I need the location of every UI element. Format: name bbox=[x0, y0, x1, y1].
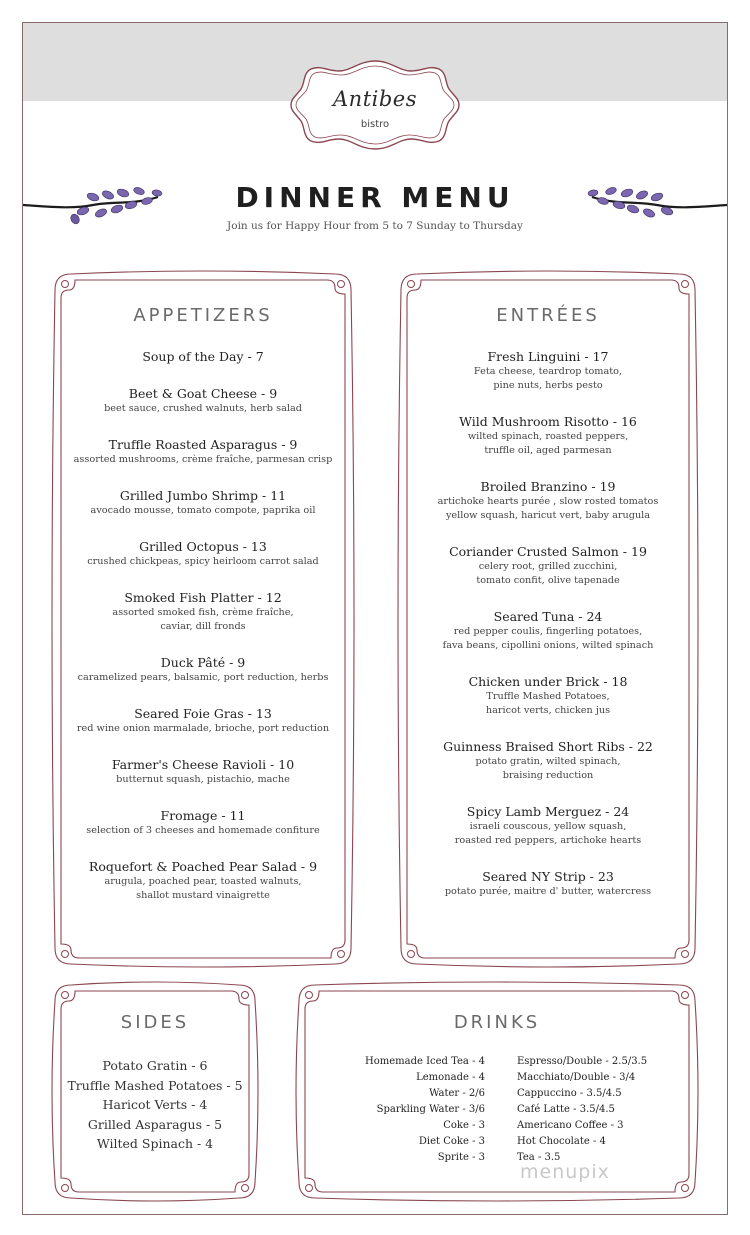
drink-item: Homemade Iced Tea - 4 bbox=[364, 1056, 485, 1067]
sides-title: SIDES bbox=[120, 1012, 190, 1033]
entree-item-description: braising reduction bbox=[502, 770, 594, 781]
appetizer-item-description: crushed chickpeas, spicy heirloom carrot salad bbox=[87, 556, 319, 567]
logo bbox=[289, 57, 461, 153]
logo-name: Antibes bbox=[333, 87, 417, 111]
drink-item: Espresso/Double - 2.5/3.5 bbox=[517, 1056, 648, 1067]
entree-item bbox=[395, 349, 701, 393]
appetizer-item-name: Smoked Fish Platter - 12 bbox=[124, 590, 282, 605]
drink-item: Americano Coffee - 3 bbox=[517, 1120, 624, 1131]
entrees-title: ENTRÉES bbox=[496, 305, 600, 326]
appetizer-item-name: Roquefort & Poached Pear Salad - 9 bbox=[88, 859, 318, 874]
appetizer-item-description: caramelized pears, balsamic, port reduction, herbs bbox=[77, 672, 329, 683]
side-item: Truffle Mashed Potatoes - 5 bbox=[67, 1077, 243, 1093]
appetizer-item-description: assorted mushrooms, crème fraîche, parmesan crisp bbox=[73, 454, 333, 465]
entree-item-description: potato gratin, wilted spinach, bbox=[475, 756, 621, 767]
entree-item bbox=[395, 414, 701, 458]
appetizer-item bbox=[49, 859, 357, 903]
drink-item: Macchiato/Double - 3/4 bbox=[517, 1072, 636, 1083]
entree-item-name: Wild Mushroom Risotto - 16 bbox=[459, 414, 637, 429]
sides-section bbox=[49, 979, 261, 1204]
drinks-section bbox=[293, 979, 701, 1204]
entree-item-name: Spicy Lamb Merguez - 24 bbox=[466, 804, 630, 819]
appetizer-item bbox=[49, 386, 357, 416]
entree-item-name: Seared NY Strip - 23 bbox=[482, 869, 614, 884]
drinks-left-column bbox=[313, 1054, 485, 1166]
appetizer-item-description: arugula, poached pear, toasted walnuts, bbox=[104, 876, 302, 887]
side-item: Haricot Verts - 4 bbox=[102, 1097, 208, 1112]
appetizer-item-description: caviar, dill fronds bbox=[160, 621, 246, 632]
page-title: DINNER MENU bbox=[235, 181, 515, 214]
logo-subtitle: bistro bbox=[360, 119, 390, 130]
happy-hour-tagline: Join us for Happy Hour from 5 to 7 Sunday to Thursday bbox=[227, 220, 523, 232]
entrees-section bbox=[395, 268, 701, 970]
appetizer-item-name: Seared Foie Gras - 13 bbox=[134, 706, 272, 721]
entree-item bbox=[395, 739, 701, 783]
drinks-title: DRINKS bbox=[453, 1012, 541, 1033]
appetizer-item bbox=[49, 539, 357, 569]
appetizer-item-name: Fromage - 11 bbox=[160, 808, 246, 823]
entree-item bbox=[395, 544, 701, 588]
drink-item: Hot Chocolate - 4 bbox=[517, 1136, 606, 1147]
appetizers-section bbox=[49, 268, 357, 970]
appetizer-item-description: avocado mousse, tomato compote, paprika oil bbox=[90, 505, 316, 516]
entree-item bbox=[395, 804, 701, 848]
entree-item-description: truffle oil, aged parmesan bbox=[484, 445, 612, 456]
entree-item-description: potato purée, maitre d' butter, watercress bbox=[444, 886, 652, 897]
appetizer-item bbox=[49, 488, 357, 518]
entree-item-description: roasted red peppers, artichoke hearts bbox=[454, 835, 642, 846]
entree-item-description: yellow squash, haricut vert, baby arugula bbox=[445, 510, 651, 521]
appetizer-item bbox=[49, 349, 357, 365]
appetizer-item-description: shallot mustard vinaigrette bbox=[136, 890, 270, 901]
entree-item-description: tomato confit, olive tapenade bbox=[476, 575, 620, 586]
entree-item bbox=[395, 609, 701, 653]
appetizer-item bbox=[49, 706, 357, 736]
appetizer-item-description: assorted smoked fish, crème fraîche, bbox=[112, 607, 294, 618]
appetizer-item-description: selection of 3 cheeses and homemade confiture bbox=[86, 825, 320, 836]
entree-item-description: wilted spinach, roasted peppers, bbox=[467, 431, 629, 442]
drink-item: Cappuccino - 3.5/4.5 bbox=[517, 1088, 622, 1099]
sides-list bbox=[49, 1056, 261, 1154]
entrees-list bbox=[395, 349, 701, 920]
watermark: menupix bbox=[520, 1161, 610, 1183]
entree-item-description: red pepper coulis, fingerling potatoes, bbox=[453, 626, 643, 637]
drink-item: Coke - 3 bbox=[443, 1120, 485, 1131]
entree-item-description: israeli couscous, yellow squash, bbox=[469, 821, 627, 832]
entree-item-description: haricot verts, chicken jus bbox=[485, 705, 611, 716]
drinks-right-column bbox=[517, 1054, 687, 1166]
drink-item: Sprite - 3 bbox=[437, 1152, 485, 1163]
appetizer-item bbox=[49, 655, 357, 685]
entree-item-description: celery root, grilled zucchini, bbox=[478, 561, 618, 572]
appetizer-item-name: Duck Pâté - 9 bbox=[160, 655, 246, 670]
entree-item-name: Guinness Braised Short Ribs - 22 bbox=[443, 739, 653, 754]
side-item: Potato Gratin - 6 bbox=[102, 1058, 208, 1073]
entree-item-name: Broiled Branzino - 19 bbox=[480, 479, 616, 494]
entree-item-description: fava beans, cipollini onions, wilted spinach bbox=[442, 640, 654, 651]
appetizer-item-name: Grilled Jumbo Shrimp - 11 bbox=[119, 488, 287, 503]
drink-item: Sparkling Water - 3/6 bbox=[376, 1104, 485, 1115]
appetizers-title: APPETIZERS bbox=[133, 305, 273, 326]
side-item: Grilled Asparagus - 5 bbox=[87, 1116, 223, 1132]
appetizer-item-name: Truffle Roasted Asparagus - 9 bbox=[108, 437, 298, 452]
entree-item-description: pine nuts, herbs pesto bbox=[493, 380, 603, 391]
appetizer-item-description: beet sauce, crushed walnuts, herb salad bbox=[104, 403, 302, 414]
entree-item-name: Fresh Linguini - 17 bbox=[487, 349, 609, 364]
appetizer-item bbox=[49, 437, 357, 467]
appetizer-item bbox=[49, 808, 357, 838]
drink-item: Café Latte - 3.5/4.5 bbox=[517, 1104, 615, 1115]
entree-item-name: Seared Tuna - 24 bbox=[493, 609, 603, 624]
entree-item bbox=[395, 479, 701, 523]
appetizer-item-name: Grilled Octopus - 13 bbox=[139, 539, 267, 554]
appetizer-item bbox=[49, 590, 357, 634]
drink-item: Lemonade - 4 bbox=[416, 1072, 485, 1083]
side-item: Wilted Spinach - 4 bbox=[96, 1136, 214, 1151]
appetizer-item-name: Beet & Goat Cheese - 9 bbox=[128, 386, 278, 401]
drink-item: Diet Coke - 3 bbox=[418, 1136, 485, 1147]
appetizer-item-name: Soup of the Day - 7 bbox=[142, 349, 264, 364]
appetizer-item bbox=[49, 757, 357, 787]
menu-page bbox=[22, 22, 728, 1215]
entree-item bbox=[395, 869, 701, 899]
entree-item-description: Truffle Mashed Potatoes, bbox=[486, 691, 610, 702]
entree-item-description: Feta cheese, teardrop tomato, bbox=[473, 366, 623, 377]
drink-item: Water - 2/6 bbox=[429, 1088, 485, 1099]
appetizer-item-description: red wine onion marmalade, brioche, port reduction bbox=[76, 723, 330, 734]
entree-item bbox=[395, 674, 701, 718]
appetizer-item-name: Farmer's Cheese Ravioli - 10 bbox=[111, 757, 295, 772]
drink-item: Tea - 3.5 bbox=[517, 1152, 561, 1163]
entree-item-description: artichoke hearts purée , slow rosted tomatos bbox=[437, 496, 659, 507]
entree-item-name: Chicken under Brick - 18 bbox=[468, 674, 628, 689]
appetizers-list bbox=[49, 349, 357, 924]
appetizer-item-description: butternut squash, pistachio, mache bbox=[116, 774, 290, 785]
entree-item-name: Coriander Crusted Salmon - 19 bbox=[449, 544, 647, 559]
